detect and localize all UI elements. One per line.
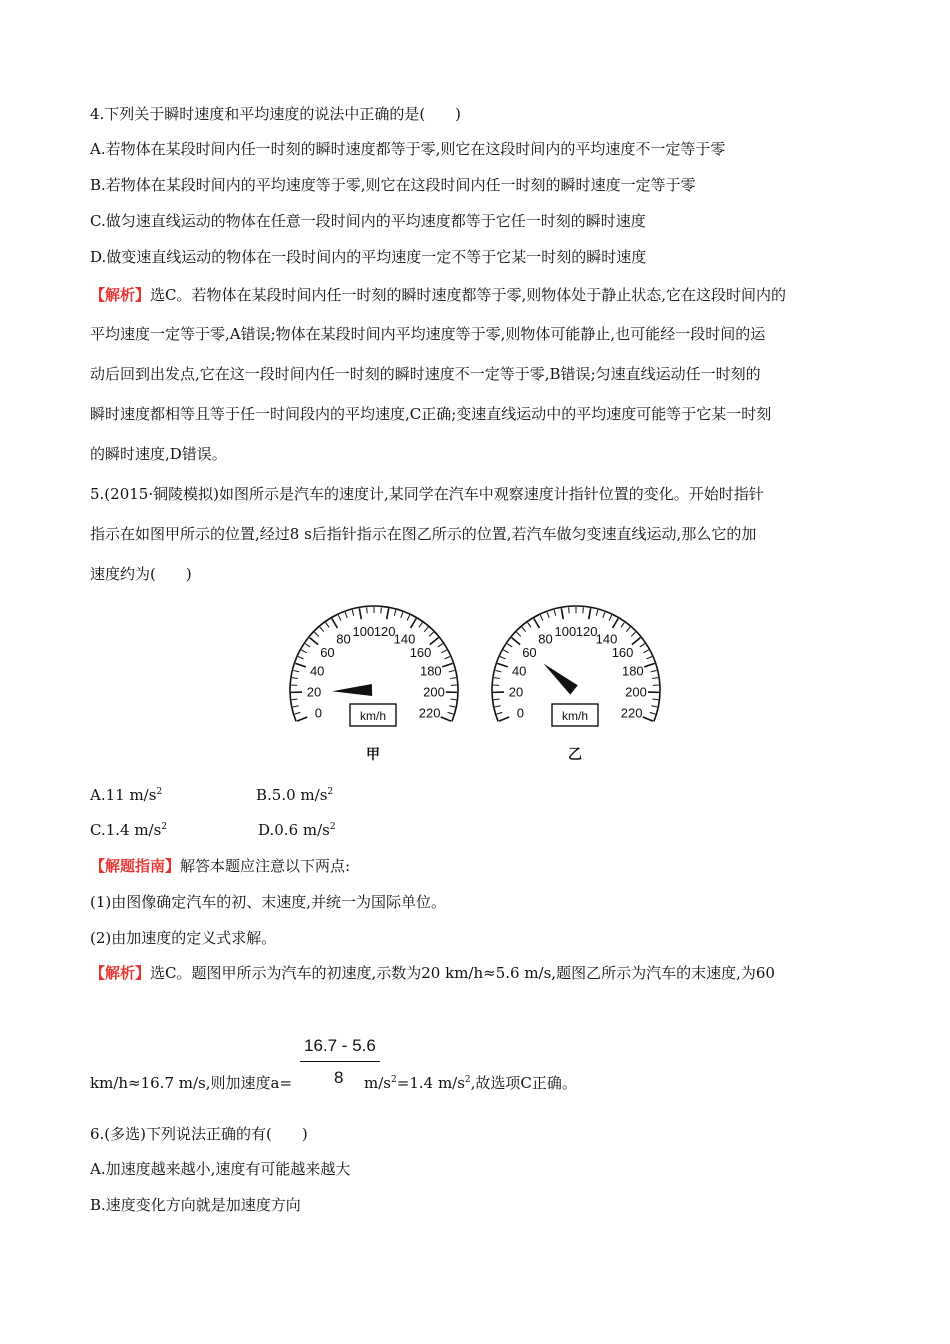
gauge-unit-label: km/h [561, 709, 589, 723]
speedometer-right [486, 600, 666, 740]
gauge-tick [438, 644, 443, 647]
gauge-tick [332, 619, 338, 628]
gauge-tick [292, 699, 298, 700]
gauge-tick [305, 644, 310, 647]
gauge-tick-label: 0 [516, 705, 524, 721]
gauge-tick [609, 615, 612, 620]
q5-stem-line-1: 5.(2015·铜陵模拟)如图所示是汽车的速度计,某同学在汽车中观察速度计指针位置的变化。开始时指针 [90, 485, 764, 503]
gauge-tick [430, 638, 439, 645]
q4-option-a: A.若物体在某段时间内任一时刻的瞬时速度都等于零,则它在这段时间内的平均速度不一定等于零 [90, 140, 726, 158]
gauge-tick-label: 180 [419, 663, 442, 679]
gauge-tick [411, 619, 417, 628]
gauge-tick [338, 615, 341, 620]
q4-stem: 4.下列关于瞬时速度和平均速度的说法中正确的是( ) [90, 105, 462, 123]
gauge-tick [424, 627, 428, 632]
gauge-tick-label: 40 [309, 663, 325, 679]
gauge-tick [631, 632, 635, 636]
gauge-tick [448, 712, 454, 714]
speedometer-right-svg [486, 600, 666, 740]
q4-analysis-line-5: 的瞬时速度,D错误。 [90, 445, 227, 463]
gauge-tick [441, 650, 446, 653]
gauge-tick [449, 706, 455, 707]
q5-stem-line-3: 速度约为( ) [90, 565, 192, 583]
q4-analysis-line-4: 瞬时速度都相等且等于任一时间段内的平均速度,C正确;变速直线运动中的平均速度可能等于它某一时刻 [90, 405, 772, 423]
gauge-tick [522, 627, 526, 632]
gauge-tick [640, 644, 645, 647]
gauge-tick [352, 610, 354, 616]
gauge-tick [569, 607, 570, 613]
gauge-tick [534, 619, 540, 628]
q5-stem-line-2: 指示在如图甲所示的位置,经过8 s后指针指示在图乙所示的位置,若汽车做匀变速直线运动,那么它的加 [90, 525, 757, 543]
gauge-tick [298, 656, 303, 658]
q6-option-a: A.加速度越来越小,速度有可能越来越大 [90, 1160, 351, 1178]
speedometer-left-label: 甲 [366, 747, 380, 763]
gauge-tick-label: 200 [423, 684, 445, 700]
gauge-tick [652, 678, 658, 679]
gauge-tick [345, 612, 347, 618]
q4-option-b: B.若物体在某段时间内的平均速度等于零,则它在这段时间内任一时刻的瞬时速度一定等于零 [90, 176, 696, 194]
gauge-tick [387, 608, 389, 619]
gauge-tick [497, 712, 503, 714]
gauge-tick-label: 20 [306, 684, 322, 700]
gauge-tick [450, 699, 456, 700]
gauge-tick [507, 644, 512, 647]
gauge-tick [643, 717, 653, 721]
q5-option-a: A.11 $m/s^2$ [90, 786, 163, 804]
gauge-tick [603, 612, 605, 618]
gauge-tick [613, 619, 619, 628]
q5-option-b: B.5.0 $m/s^2$ [256, 786, 334, 804]
gauge-tick [651, 670, 657, 671]
gauge-tick [293, 706, 299, 707]
gauge-tick [293, 670, 299, 671]
gauge-tick-label: 80 [538, 631, 553, 647]
gauge-tick [394, 610, 396, 616]
gauge-tick [589, 608, 591, 619]
gauge-tick-label: 20 [508, 684, 524, 700]
gauge-tick [320, 627, 324, 632]
gauge-tick [494, 699, 500, 700]
guide-tag: 【解题指南】 [90, 857, 181, 875]
gauge-tick [297, 717, 307, 721]
gauge-tick [512, 638, 521, 645]
gauge-tick-label: 220 [418, 705, 441, 721]
gauge-tick [561, 608, 563, 619]
gauge-tick [650, 712, 656, 714]
gauge-tick-label: 60 [522, 645, 537, 661]
gauge-tick [621, 623, 624, 628]
gauge-tick [583, 607, 584, 613]
gauge-unit-label: km/h [359, 709, 387, 723]
gauge-tick [326, 623, 329, 628]
gauge-tick [596, 610, 598, 616]
gauge-tick [528, 623, 531, 628]
q4-option-c: C.做匀速直线运动的物体在任意一段时间内的平均速度都等于它任一时刻的瞬时速度 [90, 212, 646, 230]
gauge-tick [295, 712, 301, 714]
gauge-tick [449, 670, 455, 671]
gauge-tick-label: 0 [314, 705, 322, 721]
fraction-denominator: 8 [334, 1068, 344, 1087]
gauge-tick [359, 608, 361, 619]
gauge-tick-label: 100 [554, 623, 577, 639]
gauge-tick-label: 160 [611, 645, 634, 661]
q6-stem: 6.(多选)下列说法正确的有( ) [90, 1125, 308, 1143]
q5-option-d: D.0.6 $m/s^2$ [258, 821, 336, 839]
gauge-tick [314, 632, 318, 636]
gauge-tick [554, 610, 556, 616]
gauge-tick [626, 627, 630, 632]
q6-option-b: B.速度变化方向就是加速度方向 [90, 1196, 301, 1214]
gauge-tick-label: 160 [409, 645, 432, 661]
analysis-tag: 【解析】 [90, 964, 151, 982]
gauge-tick-label: 180 [621, 663, 644, 679]
gauge-tick [499, 717, 509, 721]
gauge-tick [644, 663, 654, 667]
gauge-tick [547, 612, 549, 618]
gauge-tick [292, 678, 298, 679]
q5-guide: 【解题指南】解答本题应注意以下两点: [90, 857, 351, 875]
gauge-tick [646, 656, 651, 658]
gauge-tick [444, 656, 449, 658]
gauge-tick [540, 615, 543, 620]
gauge-tick-label: 60 [320, 645, 335, 661]
gauge-tick-label: 40 [511, 663, 527, 679]
q4-analysis-line-2: 平均速度一定等于零,A错误;物体在某段时间内平均速度等于零,则物体可能静止,也可能经一段时间的运 [90, 325, 766, 343]
gauge-tick-label: 140 [393, 631, 416, 647]
gauge-needle [332, 684, 372, 696]
q4-analysis-line-1: 【解析】选C。若物体在某段时间内任一时刻的瞬时速度都等于零,则物体处于静止状态,它在这段时间内的 [90, 286, 787, 304]
q5-analysis-line-1: 【解析】选C。题图甲所示为汽车的初速度,示数为20 km/h≈5.6 m/s,题图乙所示为汽车的末速度,为60 [90, 964, 775, 982]
gauge-tick-label: 220 [620, 705, 643, 721]
gauge-tick [652, 699, 658, 700]
gauge-tick [516, 632, 520, 636]
gauge-tick [495, 670, 501, 671]
speedometer-right-label: 乙 [568, 747, 582, 763]
fraction-numerator: 16.7 - 5.6 [304, 1036, 376, 1055]
gauge-tick-label: 140 [595, 631, 618, 647]
q4-analysis-line-3: 动后回到出发点,它在这一段时间内任一时刻的瞬时速度不一定等于零,B错误;匀速直线运动任一时刻的 [90, 365, 761, 383]
gauge-tick [497, 663, 507, 667]
gauge-tick-label: 100 [352, 623, 375, 639]
gauge-tick [500, 656, 505, 658]
gauge-tick [367, 607, 368, 613]
gauge-tick [419, 623, 422, 628]
gauge-needle [543, 664, 577, 695]
gauge-tick [495, 706, 501, 707]
gauge-tick [494, 678, 500, 679]
q4-option-d: D.做变速直线运动的物体在一段时间内的平均速度一定不等于它某一时刻的瞬时速度 [90, 248, 647, 266]
gauge-tick [442, 663, 452, 667]
q5-guide-1: (1)由图像确定汽车的初、末速度,并统一为国际单位。 [90, 893, 447, 911]
gauge-tick [503, 650, 508, 653]
q5-guide-2: (2)由加速度的定义式求解。 [90, 929, 277, 947]
speedometer-left [284, 600, 464, 740]
gauge-tick [407, 615, 410, 620]
gauge-tick [643, 650, 648, 653]
gauge-tick [310, 638, 319, 645]
q5-analysis-line-2: km/h≈16.7 m/s,则加速度$a= m/s^2=1.4$ $m/s^2$,故选项C正确。 [90, 1074, 577, 1092]
gauge-tick [301, 650, 306, 653]
gauge-tick-label: 200 [625, 684, 647, 700]
gauge-tick-label: 120 [373, 623, 396, 639]
gauge-tick [632, 638, 641, 645]
q5-option-c: C.1.4 $m/s^2$ [90, 821, 168, 839]
speedometer-left-svg [284, 600, 464, 740]
gauge-tick [651, 706, 657, 707]
gauge-tick [450, 678, 456, 679]
gauge-tick [441, 717, 451, 721]
gauge-tick-label: 120 [575, 623, 598, 639]
gauge-tick [381, 607, 382, 613]
analysis-tag: 【解析】 [90, 286, 151, 304]
fraction-bar [300, 1061, 380, 1062]
gauge-tick-label: 80 [336, 631, 351, 647]
gauge-tick [401, 612, 403, 618]
gauge-tick [295, 663, 305, 667]
gauge-tick [429, 632, 433, 636]
